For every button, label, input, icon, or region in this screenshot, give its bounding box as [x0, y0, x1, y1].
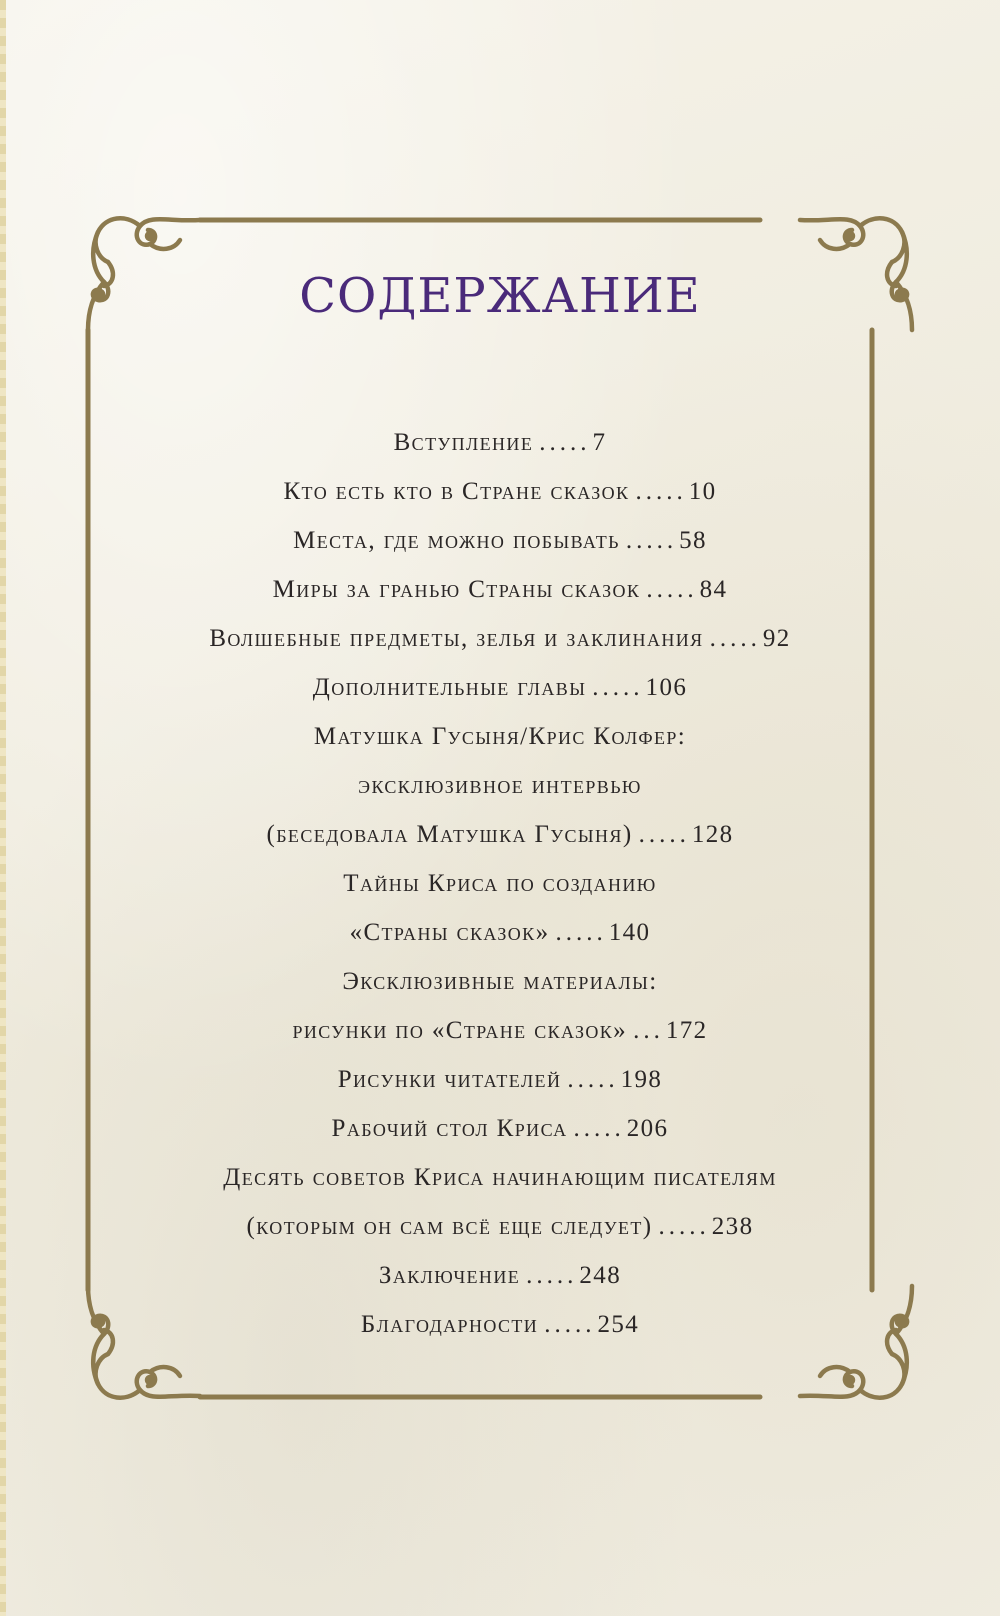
toc-entry-title: Рабочий стол Криса [331, 1115, 568, 1142]
toc-entry-leader: ..... [555, 919, 607, 946]
toc-entry-leader: ..... [544, 1311, 596, 1338]
toc-entry-page-number: 7 [592, 429, 607, 456]
toc-entry-page-number: 58 [679, 527, 707, 554]
toc-entry [100, 1055, 900, 1104]
toc-entry-leader: ..... [592, 674, 644, 701]
toc-entry-leader: ..... [646, 576, 698, 603]
toc-entry-title: (которым он сам всё еще следует) [246, 1213, 653, 1240]
toc-entry-title: Волшебные предметы, зелья и заклинания [209, 625, 704, 652]
toc-entry [100, 1104, 900, 1153]
toc-entry-title: Десять советов Криса начинающим писателям [223, 1164, 777, 1191]
toc-entry [100, 1251, 900, 1300]
toc-entry [100, 761, 900, 810]
toc-entry-title: (беседовала Матушка Гусыня) [266, 821, 633, 848]
page-title: СОДЕРЖАНИЕ [299, 268, 701, 324]
toc-entry-page-number: 92 [762, 625, 791, 652]
toc-entry-leader: ..... [567, 1066, 619, 1093]
toc-entry-leader: ..... [709, 625, 761, 652]
toc-entry-page-number: 206 [626, 1115, 669, 1142]
toc-entry [100, 614, 900, 663]
toc-entry-title: Кто есть кто в Стране сказок [283, 478, 630, 505]
toc-entry-title: Эксклюзивные материалы: [342, 968, 658, 995]
toc-entry-title: Дополнительные главы [312, 674, 587, 701]
toc-entry-leader: ..... [638, 821, 690, 848]
toc-entry [100, 810, 900, 859]
toc-entry [100, 565, 900, 614]
toc-entry-title: Матушка Гусыня/Крис Колфер: [313, 723, 687, 750]
toc-entry-title: Рисунки читателей [337, 1066, 562, 1093]
toc-entry-page-number: 128 [691, 821, 734, 848]
toc-entry-page-number: 84 [699, 576, 728, 603]
toc-entry-title: Заключение [378, 1262, 521, 1289]
toc-entry [100, 1202, 900, 1251]
toc-entry-title: Благодарности [360, 1311, 539, 1338]
toc-entry [100, 663, 900, 712]
toc-entry-page-number: 140 [608, 919, 651, 946]
toc-entry-page-number: 172 [665, 1017, 708, 1044]
toc-entry-title: Места, где можно побывать [293, 527, 620, 554]
toc-entry [100, 859, 900, 908]
toc-entry-title: рисунки по «Стране сказок» [292, 1017, 628, 1044]
toc-entry-page-number: 198 [620, 1066, 663, 1093]
toc-entry-leader: ..... [539, 429, 591, 456]
toc-entry-title: «Страны сказок» [349, 919, 550, 946]
toc-entry-leader: ... [633, 1017, 664, 1044]
toc-entry-title: Миры за гранью Страны сказок [272, 576, 641, 603]
toc-entry-title: эксклюзивное интервью [358, 772, 642, 799]
toc-entry-leader: ..... [625, 527, 678, 554]
toc-entry-title: Вступление [393, 429, 534, 456]
toc-entry-title: Тайны Криса по созданию [343, 870, 657, 897]
toc-entry-page-number: 248 [579, 1262, 622, 1289]
toc-entry-page-number: 238 [711, 1213, 754, 1240]
toc-entry-leader: ..... [635, 478, 687, 505]
toc-entry-leader: ..... [526, 1262, 578, 1289]
page-edge [0, 0, 6, 1616]
toc-entry [100, 957, 900, 1006]
toc-entry-page-number: 106 [645, 674, 688, 701]
toc-entry [100, 908, 900, 957]
toc-entry [100, 1153, 900, 1202]
toc-entry [100, 418, 900, 467]
toc-entry-page-number: 254 [597, 1311, 640, 1338]
toc-entry [100, 1006, 900, 1055]
toc-entry-leader: ..... [658, 1213, 710, 1240]
table-of-contents [100, 418, 900, 1349]
toc-entry-page-number: 10 [688, 478, 717, 505]
toc-entry [100, 712, 900, 761]
toc-entry-leader: ..... [573, 1115, 625, 1142]
toc-entry [100, 516, 900, 565]
toc-entry [100, 1300, 900, 1349]
toc-entry [100, 467, 900, 516]
